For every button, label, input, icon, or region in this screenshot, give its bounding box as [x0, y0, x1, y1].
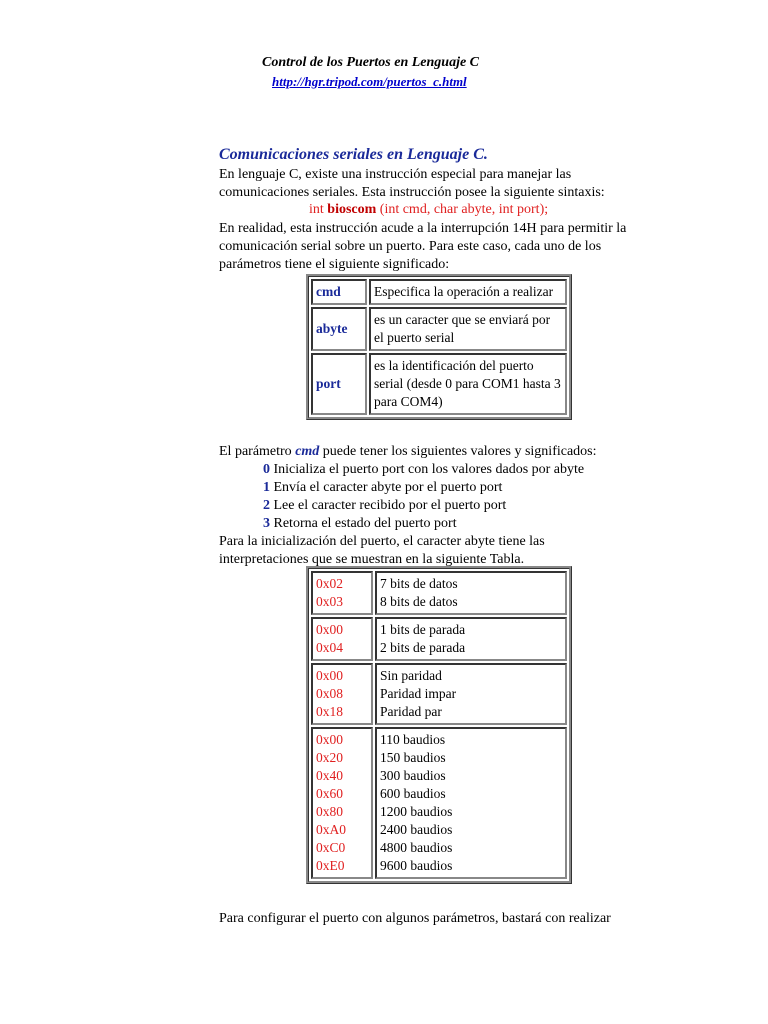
cmd-value: 3 — [263, 516, 270, 531]
param-description: es la identificación del puerto serial (desde 0 para COM1 hasta 3 para COM4) — [369, 353, 567, 415]
description-cell — [375, 571, 567, 615]
hex-code: 0x00 — [316, 622, 343, 637]
table-row — [311, 279, 567, 305]
description-cell — [375, 727, 567, 879]
table-row — [311, 663, 567, 725]
hex-code: 0x04 — [316, 640, 343, 655]
hex-code: 0x80 — [316, 804, 343, 819]
abyte-intro-line-2: interpretaciones que se muestran en la siguiente Tabla. — [219, 552, 525, 567]
hex-code: 0xA0 — [316, 822, 346, 837]
code-meaning: 150 baudios — [380, 750, 446, 765]
param-description: Especifica la operación a realizar — [369, 279, 567, 305]
code-meaning: 600 baudios — [380, 786, 446, 801]
hex-code: 0x60 — [316, 786, 343, 801]
document-title: Control de los Puertos en Lenguaje C — [262, 55, 480, 70]
param-name: abyte — [311, 307, 367, 351]
cmd-meaning: Inicializa el puerto port con los valores dados por abyte — [270, 462, 585, 477]
cmd-values-section — [219, 443, 597, 569]
code-meaning: 2400 baudios — [380, 822, 453, 837]
table-row — [311, 727, 567, 879]
description-cell — [375, 617, 567, 661]
hex-code: 0x18 — [316, 704, 343, 719]
code-meaning: 8 bits de datos — [380, 594, 458, 609]
cmd-meaning: Retorna el estado del puerto port — [270, 516, 457, 531]
code-cell — [311, 663, 373, 725]
param-name: port — [311, 353, 367, 415]
hex-code: 0x02 — [316, 576, 343, 591]
code-meaning: 1 bits de parada — [380, 622, 466, 637]
syntax-line — [309, 202, 548, 218]
cmd-value: 0 — [263, 462, 270, 477]
code-meaning: Paridad par — [380, 704, 442, 719]
cmd-value: 2 — [263, 498, 270, 513]
code-meaning: Paridad impar — [380, 686, 457, 701]
table-row — [311, 571, 567, 615]
cmd-lead-post: puede tener los siguientes valores y significados: — [319, 444, 597, 459]
syntax-function: bioscom — [327, 202, 377, 217]
description-cell — [375, 663, 567, 725]
abyte-intro-line-1: Para la inicialización del puerto, el caracter abyte tiene las — [219, 534, 545, 549]
source-link[interactable]: http://hgr.tripod.com/puertos_c.html — [272, 74, 467, 89]
code-meaning: 110 baudios — [380, 732, 446, 747]
hex-code: 0x20 — [316, 750, 343, 765]
cmd-keyword: cmd — [295, 444, 320, 459]
list-item — [219, 515, 597, 533]
abyte-values-table — [306, 566, 572, 884]
cmd-lead — [219, 443, 597, 461]
section-heading: Comunicaciones seriales en Lenguaje C. — [219, 146, 488, 163]
table-row — [311, 307, 567, 351]
cmd-value: 1 — [263, 480, 270, 495]
intro-line-2: comunicaciones seriales. Esta instrucción posee la siguiente sintaxis: — [219, 185, 605, 200]
list-item — [219, 479, 597, 497]
code-meaning: 9600 baudios — [380, 858, 453, 873]
syntax-type: int — [309, 202, 328, 217]
param-name: cmd — [311, 279, 367, 305]
intro-line-1: En lenguaje C, existe una instrucción especial para manejar las — [219, 167, 572, 182]
explanation-paragraph — [219, 220, 669, 274]
hex-code: 0x40 — [316, 768, 343, 783]
code-meaning: Sin paridad — [380, 668, 442, 683]
code-meaning: 300 baudios — [380, 768, 446, 783]
hex-code: 0xE0 — [316, 858, 345, 873]
parameters-table — [306, 274, 572, 420]
list-item — [219, 497, 597, 515]
explanation-line-2: comunicación serial sobre un puerto. Para este caso, cada uno de los — [219, 239, 602, 254]
cmd-meaning: Lee el caracter recibido por el puerto port — [270, 498, 507, 513]
hex-code: 0x08 — [316, 686, 343, 701]
table-row — [311, 353, 567, 415]
hex-code: 0x00 — [316, 732, 343, 747]
code-meaning: 2 bits de parada — [380, 640, 466, 655]
hex-code: 0x03 — [316, 594, 343, 609]
table-row — [311, 617, 567, 661]
hex-code: 0x00 — [316, 668, 343, 683]
code-cell — [311, 727, 373, 879]
syntax-args: (int cmd, char abyte, int port); — [376, 202, 549, 217]
hex-code: 0xC0 — [316, 840, 346, 855]
cmd-meaning: Envía el caracter abyte por el puerto port — [270, 480, 503, 495]
explanation-line-3: parámetros tiene el siguiente significado: — [219, 257, 450, 272]
code-meaning: 4800 baudios — [380, 840, 453, 855]
code-cell — [311, 617, 373, 661]
intro-paragraph — [219, 166, 669, 202]
param-description: es un caracter que se enviará por el puerto serial — [369, 307, 567, 351]
code-cell — [311, 571, 373, 615]
code-meaning: 1200 baudios — [380, 804, 453, 819]
explanation-line-1: En realidad, esta instrucción acude a la interrupción 14H para permitir la — [219, 221, 627, 236]
code-meaning: 7 bits de datos — [380, 576, 458, 591]
list-item — [219, 461, 597, 479]
closing-paragraph: Para configurar el puerto con algunos parámetros, bastará con realizar — [219, 911, 611, 926]
cmd-lead-pre: El parámetro — [219, 444, 296, 459]
